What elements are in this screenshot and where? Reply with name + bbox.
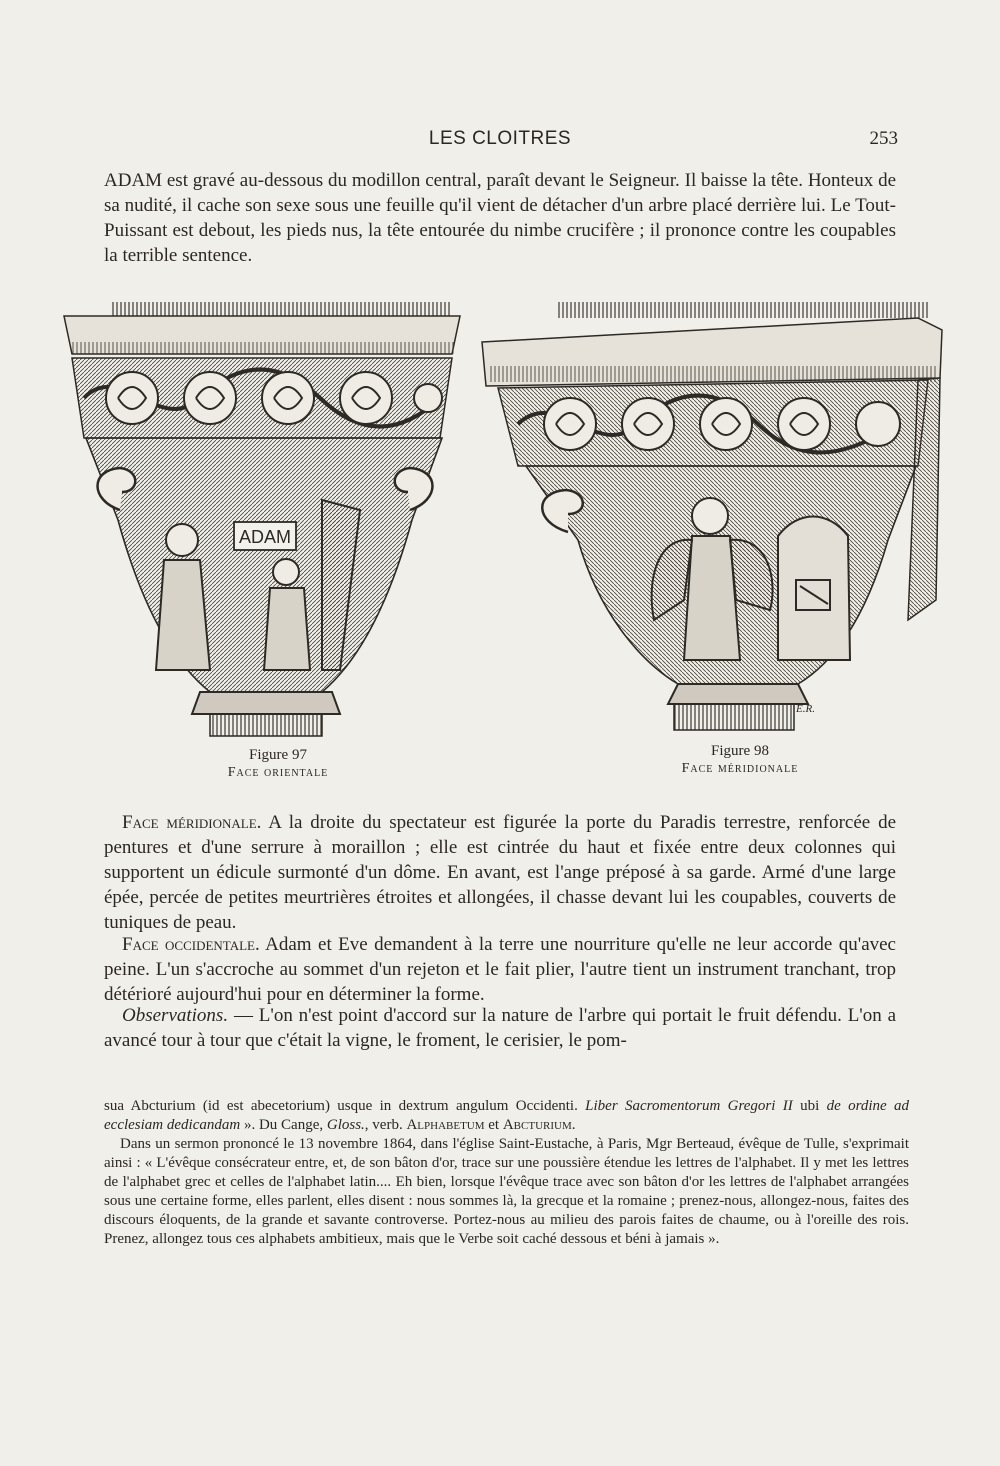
figure-98-title: Face méridionale <box>681 761 799 776</box>
figure-97-title: Face orientale <box>227 765 329 780</box>
footnote-text: ». Du Cange, <box>240 1117 327 1133</box>
footnote-title: Liber Sacromentorum Gregori II <box>585 1098 793 1114</box>
intro-paragraph: ADAM est gravé au-dessous du modillon central, paraît devant le Seigneur. Il baisse la tête. Honteux de sa nudité, il cache son sexe sous une feuille qu'il vient de détacher d'un arbre placé derrière lui. Le Tout-Puissant est debout, les pieds nus, la tête entourée du nimbe crucifère ; il prononce contre les coupables la terrible sentence. <box>104 170 896 266</box>
section-text: — L'on n'est point d'accord sur la nature de l'arbre qui portait le fruit défendu. L'on a avancé tour à tour que c'était la vigne, le froment, le cerisier, le pom- <box>104 1005 897 1051</box>
section-text: A la droite du spectateur est figurée la porte du Paradis terrestre, renforcée de pentures et d'une serrure à moraillon ; elle est cintrée du haut et fixée entre deux colonnes qui supportent un édicule surmonté d'un dôme. En avant, est l'ange préposé à sa garde. Armé d'une large épée, percée de petites meurtrières étroites et allongées, il chasse devant lui les coupables, couverts de tuniques de peau. <box>104 812 896 933</box>
footnote-sermon-quote: Dans un sermon prononcé le 13 novembre 1864, dans l'église Saint-Eustache, à Paris, Mgr Berteaud, évêque de Tulle, s'exprimait ainsi : « L'évêque consécrateur entre, et, de son bâton d'or, trace sur une poussière étendue les lettres de l'alphabet. Il y met les lettres de l'alphabet grec et celles de l'alphabet latin.... Eh bien, lorsque l'évêque trace avec son bâton d'or les lettres de l'alphabet arrangées sous une certaine forme, elles parlent, elles disent : nous sommes là, la grecque et la romaine ; prenez-nous, allongez-nous, faites des discours éloquents, de la grande et savante controverse. Portez-nous au milieu des parois faites de chaume, ou à l'oreille des rois. Prenez, allongez tous ces alphabets ambitieux, mais que le Verbe soit caché dessous et béni à jamais ». <box>104 1136 909 1247</box>
footnote-text: , verb. <box>364 1117 407 1133</box>
artist-signature: E.R. <box>796 703 815 715</box>
footnote-continuation <box>104 1097 909 1135</box>
footnote-text: ubi <box>800 1098 827 1114</box>
footnote-term: Abcturium <box>502 1117 572 1133</box>
footnote-text: sua Abcturium (id est abecetorium) usque in dextrum angulum Occidenti. <box>104 1098 586 1114</box>
footnote-title: Gloss. <box>326 1117 365 1133</box>
section-heading: Observations. <box>122 1005 229 1026</box>
section-text: Adam et Eve demandent à la terre une nourriture qu'elle ne leur accorde qu'avec peine. L'un s'accroche au sommet d'un rejeton et le fait plier, l'autre tient un instrument tranchant, trop détérioré aujourd'hui pour en déterminer la forme. <box>104 934 896 1005</box>
figure-98-number: Figure 98 <box>711 743 769 759</box>
running-title: LES CLOITRES <box>428 128 572 149</box>
section-heading: Face occidentale. <box>122 934 260 955</box>
figure-98-caption <box>620 742 860 778</box>
section-observations <box>104 1003 896 1053</box>
footnote-text: . <box>571 1117 576 1133</box>
figure-98-illustration <box>478 300 948 740</box>
figure-97-caption <box>158 746 398 782</box>
footnote-term: Alphabetum <box>406 1117 485 1133</box>
section-face-occidentale <box>104 932 896 1007</box>
section-heading: Face méridionale. <box>122 812 262 833</box>
adam-inscription: ADAM <box>238 527 292 547</box>
figure-97-number: Figure 97 <box>249 747 307 763</box>
footnote-text: et <box>484 1117 503 1133</box>
section-face-meridionale <box>104 810 896 935</box>
page-number: 253 <box>869 128 898 149</box>
footnote-title: de ordine ad ecclesiam dedicandam <box>104 1098 910 1133</box>
figure-97-illustration <box>60 300 470 740</box>
footnote <box>104 1097 909 1249</box>
